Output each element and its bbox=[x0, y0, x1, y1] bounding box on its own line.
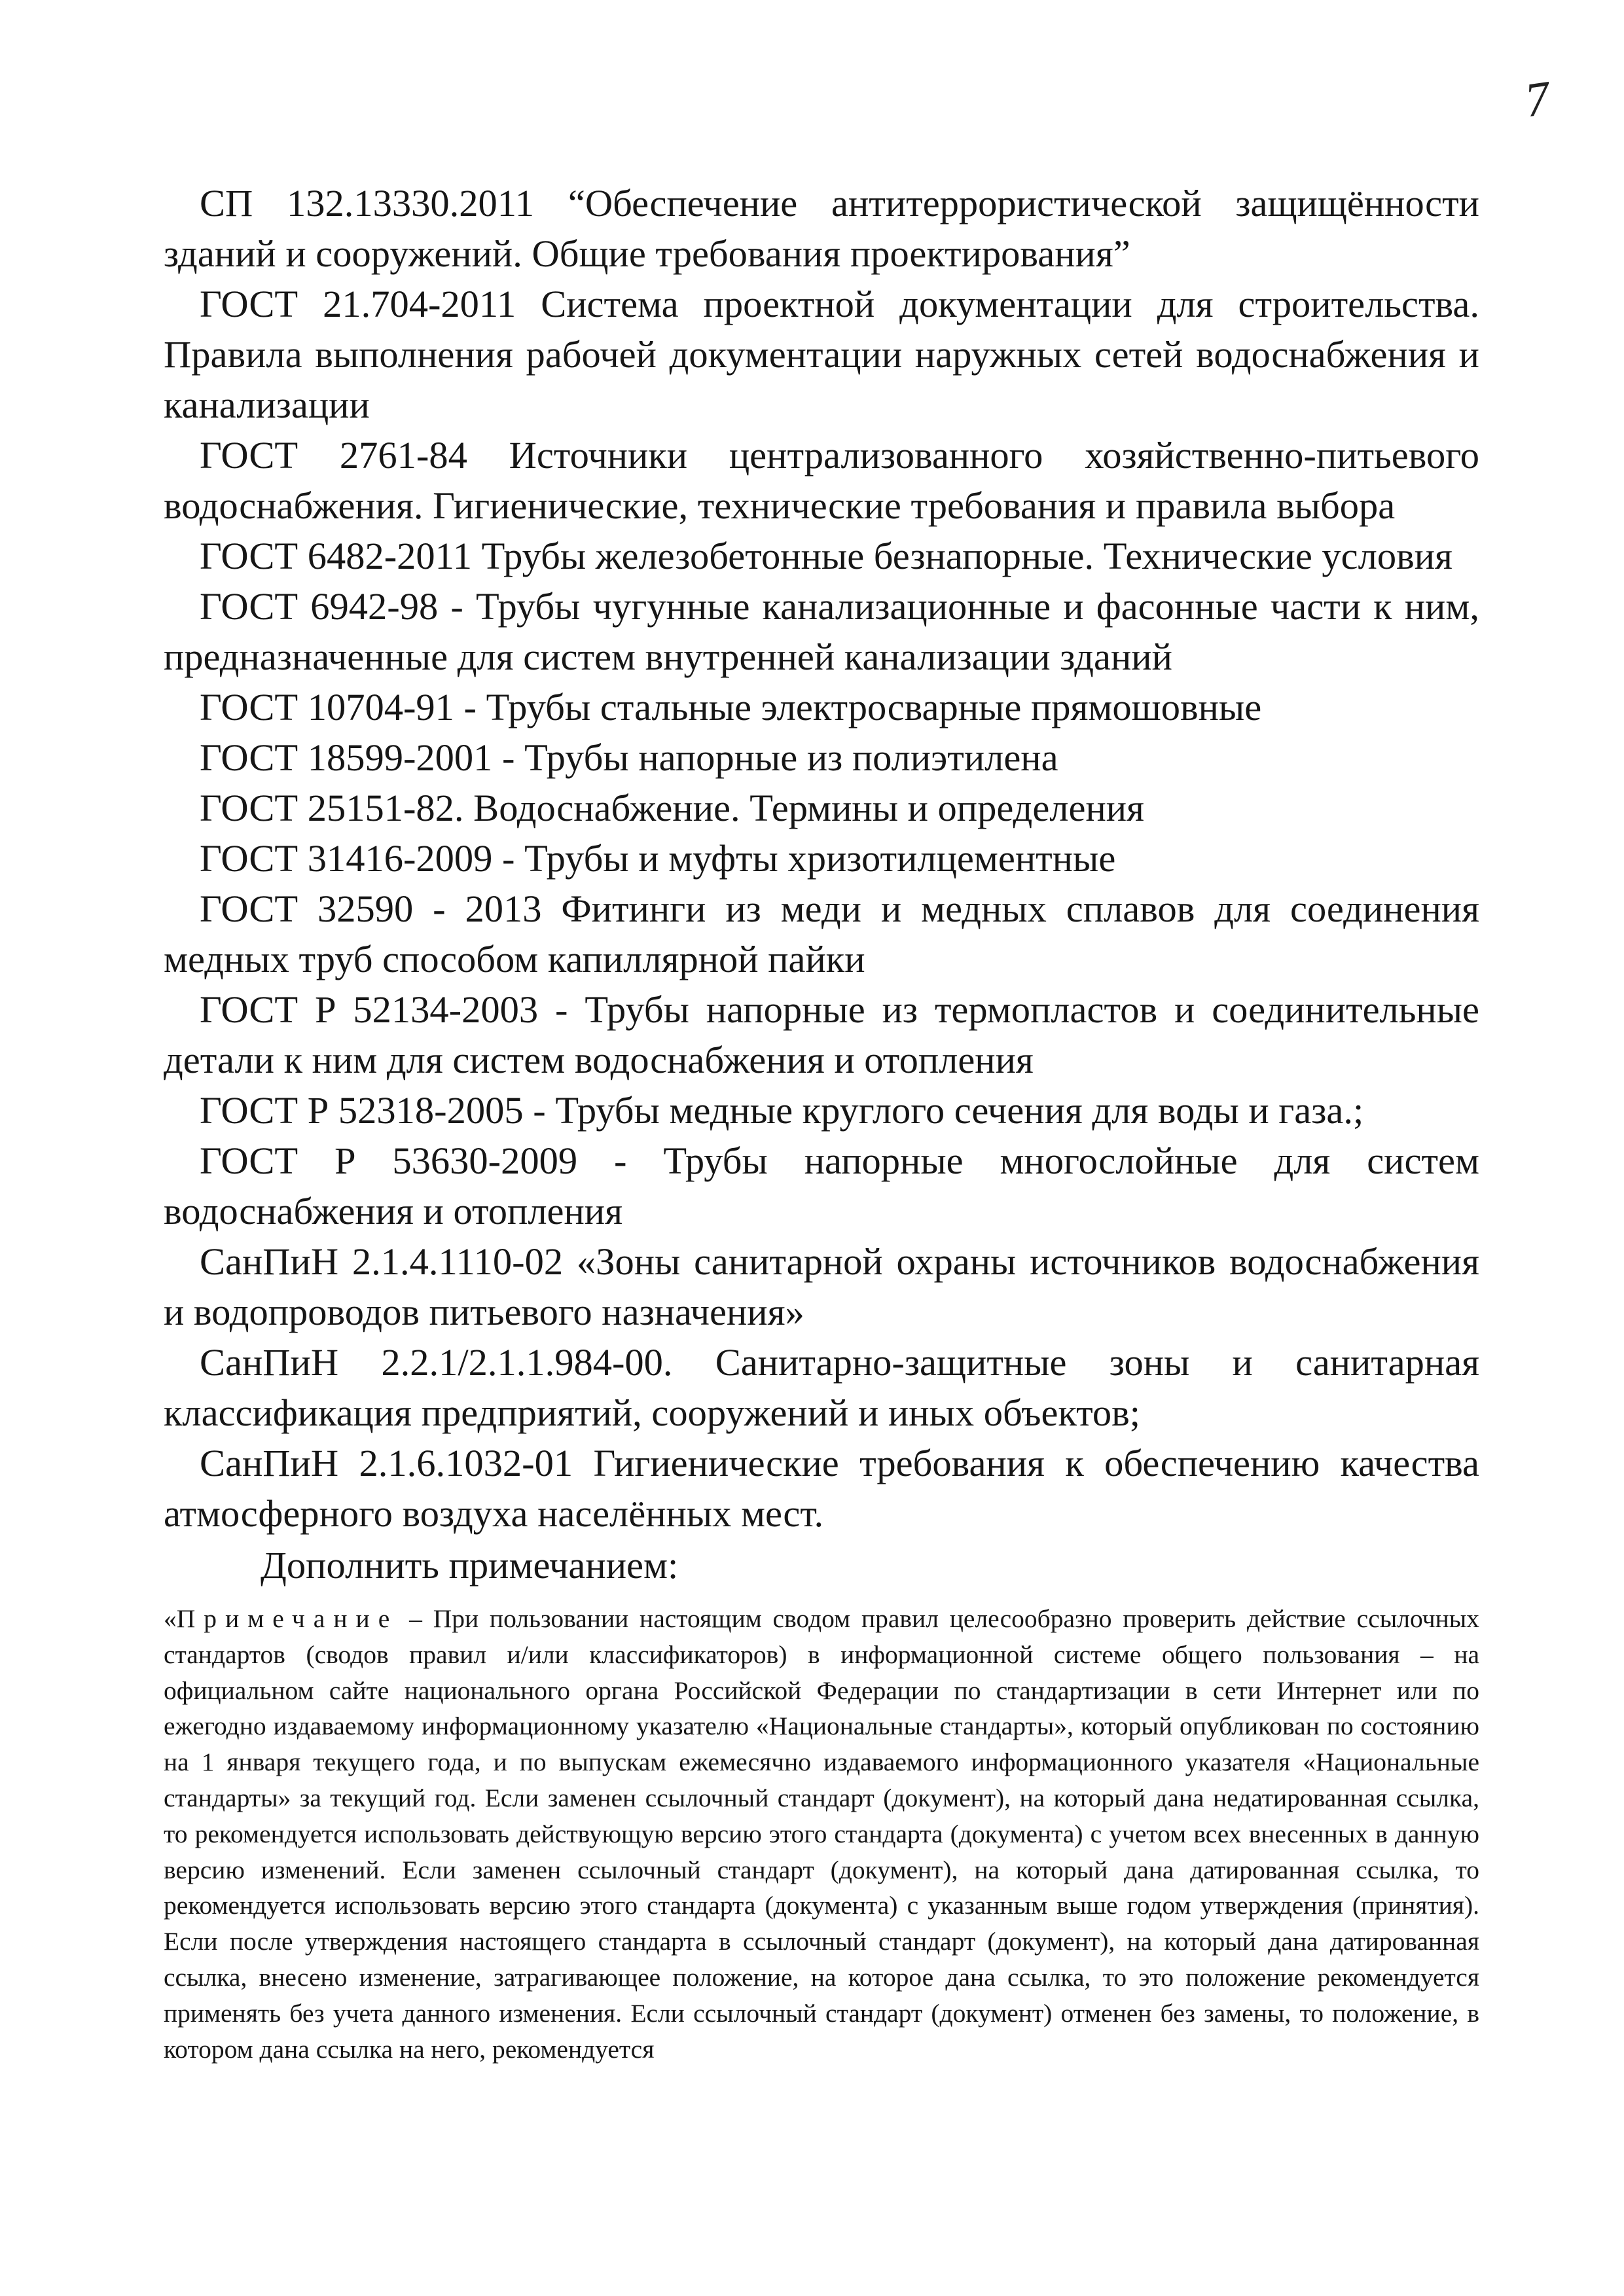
supplement-heading: Дополнить примечанием: bbox=[261, 1544, 679, 1587]
note-block bbox=[164, 1601, 1479, 2067]
page-number: 7 bbox=[1521, 71, 1553, 128]
note-label: Примечание bbox=[176, 1604, 399, 1633]
reference-gost-r-53630: ГОСТ Р 53630-2009 - Трубы напорные многослойные для систем водоснабжения и отопления bbox=[164, 1139, 1479, 1232]
reference-gost-6942: ГОСТ 6942-98 - Трубы чугунные канализационные и фасонные части к ним, предназначенные для систем внутренней канализации зданий bbox=[164, 585, 1479, 678]
note-open-quote: « bbox=[164, 1604, 177, 1633]
reference-gost-2761: ГОСТ 2761-84 Источники централизованного хозяйственно-питьевого водоснабжения. Гигиенические, технические требования и правила выбора bbox=[164, 434, 1479, 527]
reference-gost-21-704: ГОСТ 21.704-2011 Система проектной документации для строительства. Правила выполнения рабочей документации наружных сетей водоснабжения и канализации bbox=[164, 283, 1479, 426]
reference-sanpin-2-1-4-1110: СанПиН 2.1.4.1110-02 «Зоны санитарной охраны источников водоснабжения и водопроводов питьевого назначения» bbox=[164, 1240, 1479, 1333]
reference-sp-132: СП 132.13330.2011 “Обеспечение антитеррористической защищённости зданий и сооружений. Общие требования проектирования” bbox=[164, 182, 1479, 275]
references-list bbox=[164, 178, 1479, 1592]
reference-gost-32590: ГОСТ 32590 - 2013 Фитинги из меди и медных сплавов для соединения медных труб способом капиллярной пайки bbox=[164, 888, 1479, 980]
reference-gost-r-52318: ГОСТ Р 52318-2005 - Трубы медные круглого сечения для воды и газа.; bbox=[200, 1089, 1364, 1132]
reference-gost-25151: ГОСТ 25151-82. Водоснабжение. Термины и определения bbox=[200, 787, 1144, 829]
reference-gost-18599: ГОСТ 18599-2001 - Трубы напорные из полиэтилена bbox=[200, 736, 1058, 779]
reference-gost-6482: ГОСТ 6482-2011 Трубы железобетонные безнапорные. Технические условия bbox=[200, 535, 1453, 577]
reference-gost-31416: ГОСТ 31416-2009 - Трубы и муфты хризотилцементные bbox=[200, 837, 1116, 880]
reference-gost-r-52134: ГОСТ Р 52134-2003 - Трубы напорные из термопластов и соединительные детали к ним для систем водоснабжения и отопления bbox=[164, 988, 1479, 1081]
reference-sanpin-2-1-6-1032: СанПиН 2.1.6.1032-01 Гигиенические требования к обеспечению качества атмосферного воздуха населённых мест. bbox=[164, 1442, 1479, 1535]
reference-gost-10704: ГОСТ 10704-91 - Трубы стальные электросварные прямошовные bbox=[200, 686, 1262, 728]
reference-sanpin-2-2-1-984: СанПиН 2.2.1/2.1.1.984-00. Санитарно-защитные зоны и санитарная классификация предприятий, сооружений и иных объектов; bbox=[164, 1341, 1479, 1434]
note-paragraph bbox=[164, 1601, 1479, 2067]
note-dash: – bbox=[398, 1604, 433, 1633]
note-text: При пользовании настоящим сводом правил целесообразно проверить действие ссылочных стандартов (сводов правил и/или классификаторов) в информационной системе общего пользования – на официальном сайте национального органа Российской Федерации по стандартизации в сети Интернет или по ежегодно издаваемому информационному указателю «Национальные стандарты», который опубликован по состоянию на 1 января текущего года, и по выпускам ежемесячно издаваемого информационного указателя «Национальные стандарты» за текущий год. Если заменен ссылочный стандарт (документ), на который дана недатированная ссылка, то рекомендуется использовать действующую версию этого стандарта (документа) с учетом всех внесенных в данную версию изменений. Если заменен ссылочный стандарт (документ), на который дана датированная ссылка, то рекомендуется использовать версию этого стандарта (документа) с указанным выше годом утверждения (принятия). Если после утверждения настоящего стандарта в ссылочный стандарт (документ), на который дана датированная ссылка, внесено изменение, затрагивающее положение, на которое дана ссылка, то это положение рекомендуется применять без учета данного изменения. Если ссылочный стандарт (документ) отменен без замены, то положение, в котором дана ссылка на него, рекомендуется bbox=[164, 1604, 1479, 2064]
